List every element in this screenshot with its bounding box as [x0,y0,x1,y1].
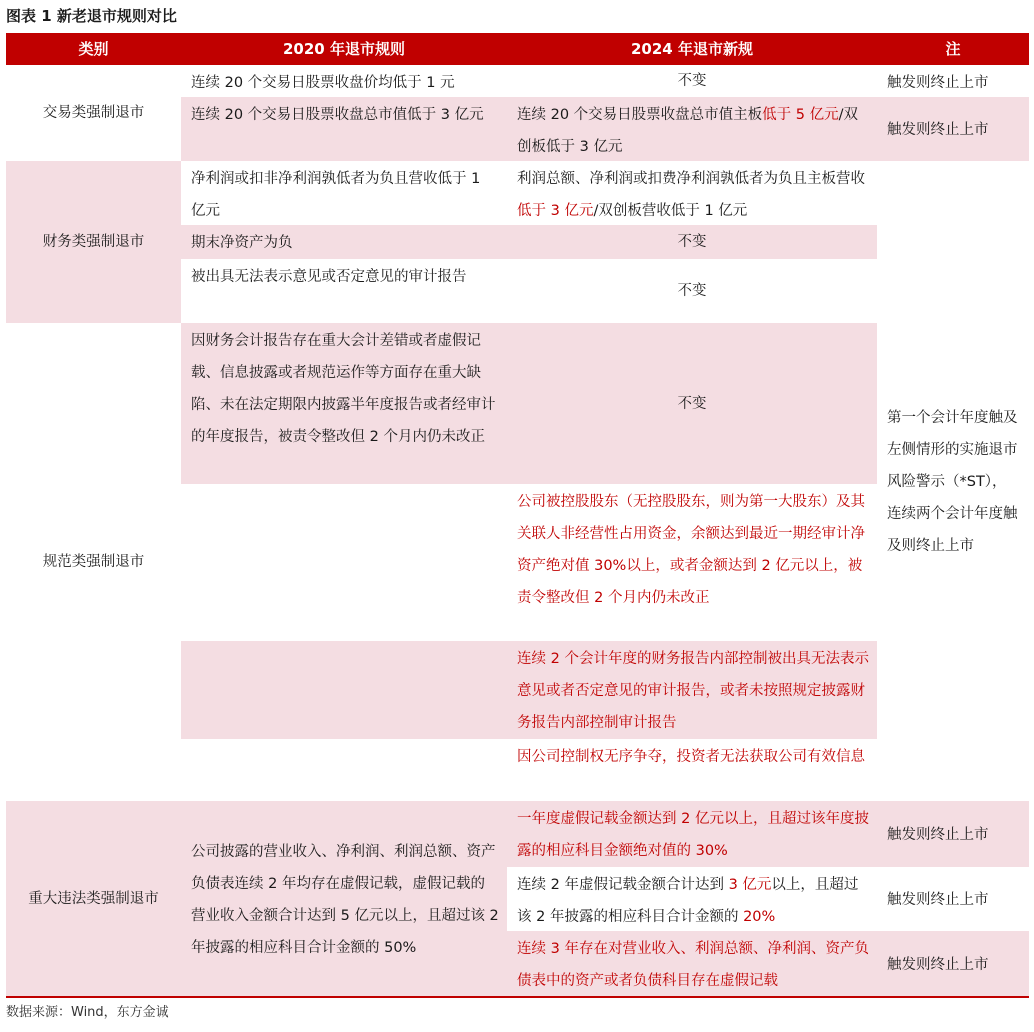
compliance-rule3-2024: 连续 2 个会计年度的财务报告内部控制被出具无法表示意见或者否定意见的审计报告，或者未按照规定披露财务报告内部控制审计报告 [507,641,877,739]
trading-rule1-2020: 连续 20 个交易日股票收盘价均低于 1 元 [181,65,507,97]
data-source: 数据来源：Wind，东方金诚 [6,1005,169,1020]
compliance-rule1-2020: 因财务会计报告存在重大会计差错或者虚假记载、信息披露或者规范运作等方面存在重大缺陷、未在法定期限内披露半年度报告或者经审计的年度报告，被责令整改但 2 个月内仍未改正 [181,323,507,484]
compliance-rule4-2020-empty [181,739,507,801]
header-2020-rules: 2020 年退市规则 [181,33,507,65]
table-bottom-rule [6,996,1029,998]
header-note: 注 [877,33,1029,65]
compliance-rule2-2020-empty [181,484,507,641]
category-trading: 交易类强制退市 [6,65,181,161]
compliance-rule1-2024: 不变 [507,323,877,484]
category-compliance: 规范类强制退市 [6,323,181,801]
illegal-rule2-2024-highlight-amount: 3 亿元 [728,877,772,893]
illegal-rule-2020: 公司披露的营业收入、净利润、利润总额、资产负债表连续 2 年均存在虚假记载，虚假记载的营业收入金额合计达到 5 亿元以上，且超过该 2 年披露的相应科目合计金额的 50% [181,801,507,996]
financial-rule2-2024: 不变 [507,225,877,259]
trading-rule1-2024: 不变 [507,65,877,97]
financial-rule1-2020: 净利润或扣非净利润孰低者为负且营收低于 1 亿元 [181,161,507,225]
illegal-rule3-note: 触发则终止上市 [877,931,1029,996]
header-category: 类别 [6,33,181,65]
category-illegal: 重大违法类强制退市 [6,801,181,996]
illegal-rule1-note: 触发则终止上市 [877,801,1029,867]
financial-rule1-2024: 利润总额、净利润或扣费净利润孰低者为负且主板营收低于 3 亿元/双创板营收低于 1 亿元 [507,161,877,225]
financial-rule3-2024: 不变 [507,259,877,323]
trading-rule2-2024: 连续 20 个交易日股票收盘总市值主板低于 5 亿元/双创板低于 3 亿元 [507,97,877,161]
header-2024-rules: 2024 年退市新规 [507,33,877,65]
trading-rule2-2020: 连续 20 个交易日股票收盘总市值低于 3 亿元 [181,97,507,161]
trading-rule2-2024-highlight: 低于 5 亿元 [762,107,839,123]
financial-rule3-2020: 被出具无法表示意见或否定意见的审计报告 [181,259,507,323]
illegal-rule3-2024: 连续 3 年存在对营业收入、利润总额、净利润、资产负债表中的资产或者负债科目存在虚假记载 [507,931,877,996]
compliance-rule4-2024: 因公司控制权无序争夺，投资者无法获取公司有效信息 [507,739,877,801]
illegal-rule2-2024-highlight-ratio: 20% [743,909,776,925]
compliance-note: 第一个会计年度触及左侧情形的实施退市风险警示（*ST），连续两个会计年度触及则终止上市 [877,161,1029,801]
compliance-rule3-2020-empty [181,641,507,739]
trading-rule2-note: 触发则终止上市 [877,97,1029,161]
financial-rule2-2020: 期末净资产为负 [181,225,507,259]
illegal-rule1-2024: 一年度虚假记载金额达到 2 亿元以上，且超过该年度披露的相应科目金额绝对值的 30% [507,801,877,867]
compliance-rule2-2024: 公司被控股股东（无控股股东，则为第一大股东）及其关联人非经营性占用资金，余额达到最近一期经审计净资产绝对值 30%以上，或者金额达到 2 亿元以上，被责令整改但 2 个月内仍未改正 [507,484,877,641]
financial-rule1-2024-highlight: 低于 3 亿元 [517,203,594,219]
category-financial: 财务类强制退市 [6,161,181,323]
trading-rule1-note: 触发则终止上市 [877,65,1029,97]
figure-title: 图表 1 新老退市规则对比 [6,7,177,25]
illegal-rule2-2024: 连续 2 年虚假记载金额合计达到 3 亿元以上，且超过该 2 年披露的相应科目合计金额的 20% [507,867,877,931]
illegal-rule2-note: 触发则终止上市 [877,867,1029,931]
